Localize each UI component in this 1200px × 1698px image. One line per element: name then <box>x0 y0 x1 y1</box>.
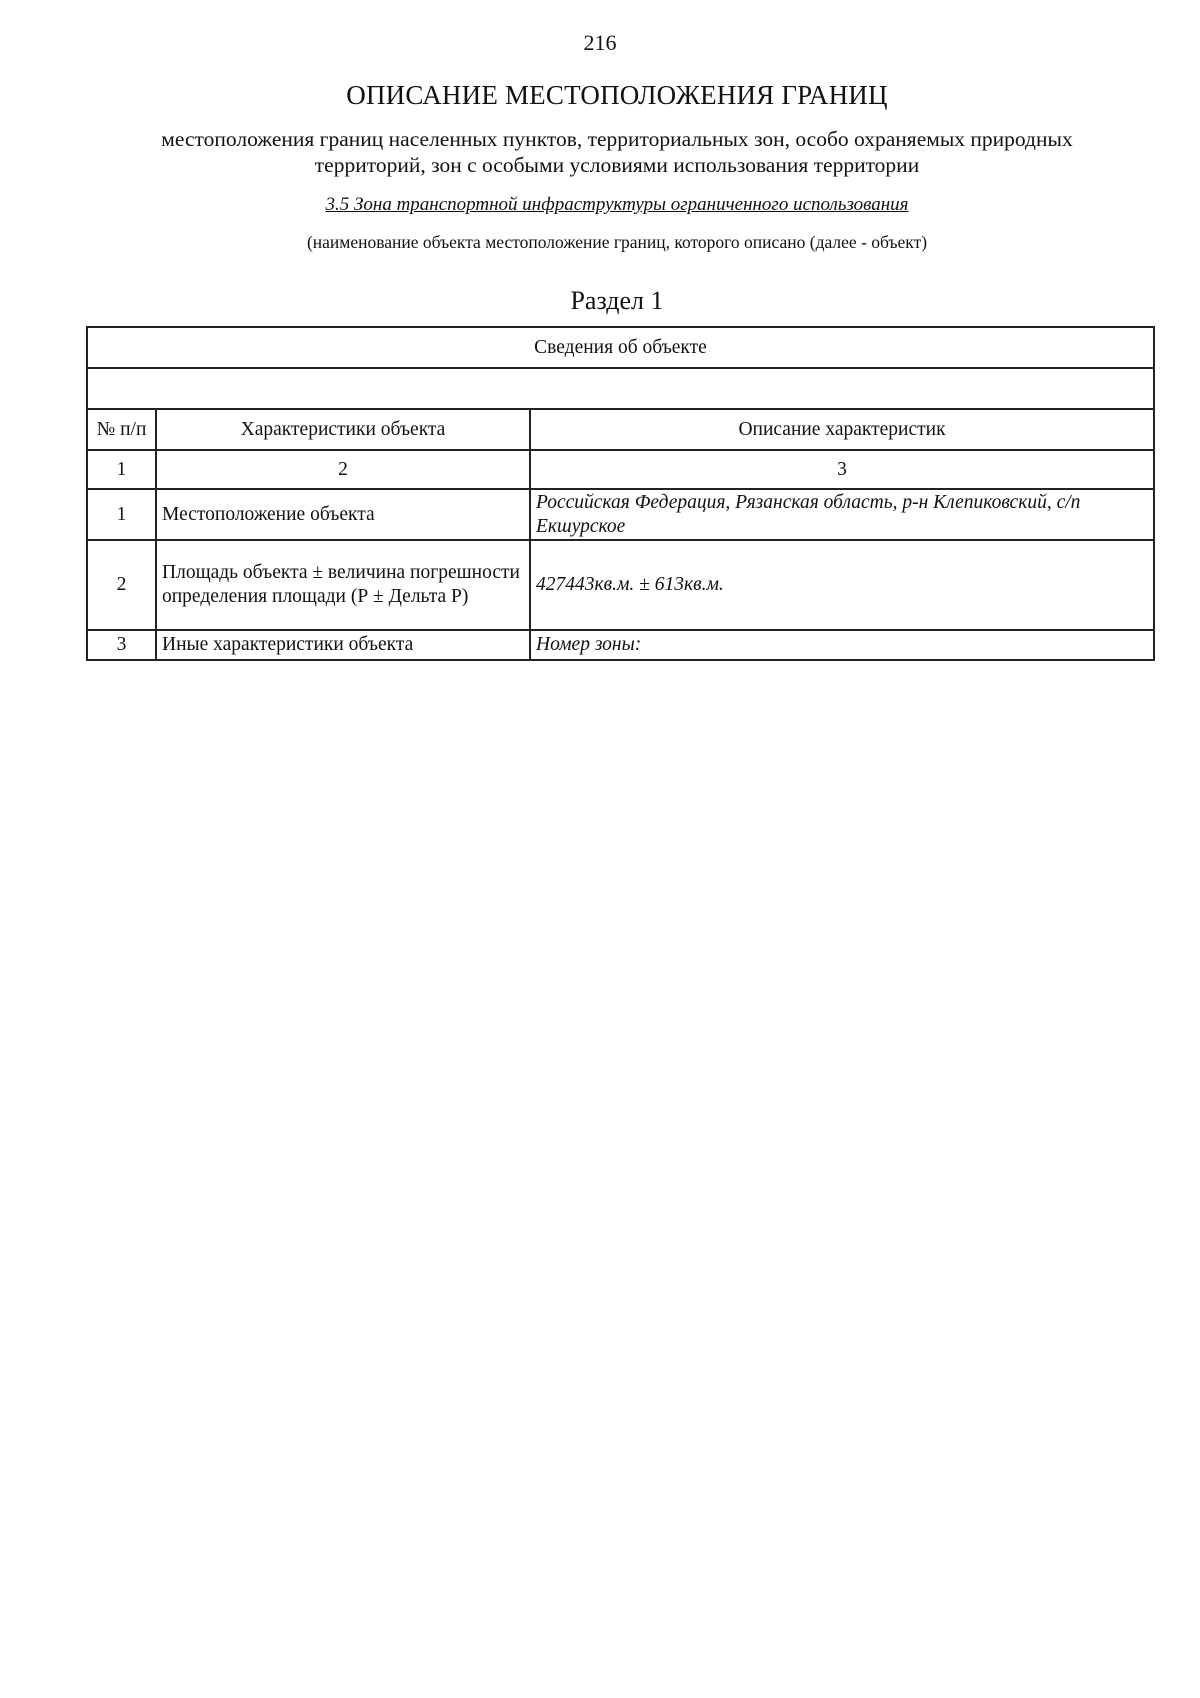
column-number-2: 2 <box>156 450 530 489</box>
table-row <box>87 540 1154 630</box>
table-empty-row <box>87 368 1154 409</box>
row-characteristic: Местоположение объекта <box>156 489 530 540</box>
column-headers-row <box>87 409 1154 450</box>
row-description: Номер зоны: <box>530 630 1154 660</box>
column-header-number: № п/п <box>87 409 156 450</box>
document-title: ОПИСАНИЕ МЕСТОПОЛОЖЕНИЯ ГРАНИЦ <box>346 80 888 110</box>
page-number: 216 <box>583 30 617 55</box>
table-header: Сведения об объекте <box>87 327 1154 368</box>
column-header-description: Описание характеристик <box>530 409 1154 450</box>
row-characteristic: Иные характеристики объекта <box>156 630 530 660</box>
table-row <box>87 489 1154 540</box>
row-number: 3 <box>87 630 156 660</box>
empty-cell <box>87 368 1154 409</box>
document-subtitle: местоположения границ населенных пунктов, территориальных зон, особо охраняемых природных территорий, зон с особыми условиями использования территории <box>161 127 1073 177</box>
object-name-caption: (наименование объекта местоположение границ, которого описано (далее - объект) <box>306 232 928 252</box>
row-number: 1 <box>87 489 156 540</box>
object-name: 3.5 Зона транспортной инфраструктуры ограниченного использования <box>325 194 909 215</box>
section-title: Раздел 1 <box>570 286 664 315</box>
column-numbers-row <box>87 450 1154 489</box>
column-number-3: 3 <box>530 450 1154 489</box>
column-number-1: 1 <box>87 450 156 489</box>
table-row <box>87 630 1154 660</box>
row-characteristic: Площадь объекта ± величина погрешности определения площади (Р ± Дельта Р) <box>156 540 530 630</box>
row-description: 427443кв.м. ± 613кв.м. <box>530 540 1154 630</box>
table-header-row <box>87 327 1154 368</box>
row-number: 2 <box>87 540 156 630</box>
column-header-characteristic: Характеристики объекта <box>156 409 530 450</box>
object-info-table <box>86 326 1155 661</box>
row-description: Российская Федерация, Рязанская область, р-н Клепиковский, с/п Екшурское <box>530 489 1154 540</box>
